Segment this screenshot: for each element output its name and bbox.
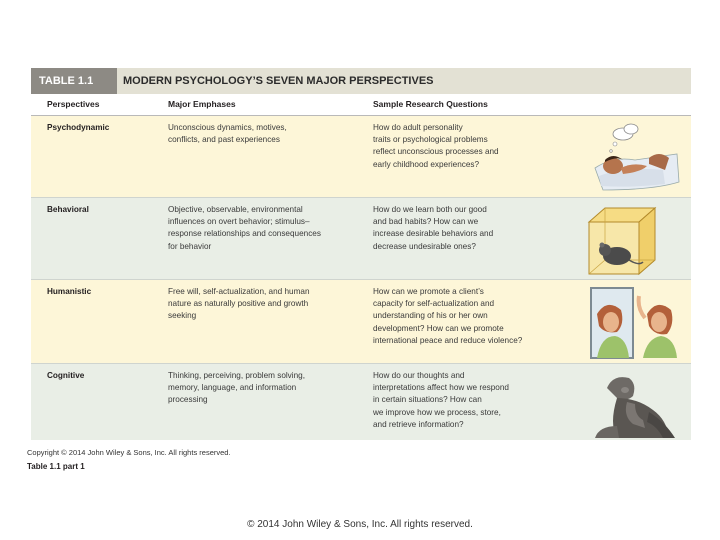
research-questions: How do our thoughts and interpretations affect how we respond in certain situations? How can we improve how we process, store, and retrieve information? (373, 371, 509, 429)
table-row-humanistic (31, 280, 691, 364)
table-header-row (31, 94, 691, 116)
header-perspectives: Perspectives (47, 99, 100, 109)
table-row-psychodynamic (31, 116, 691, 198)
research-questions: How do adult personality traits or psychological problems reflect unconscious processes and early childhood experiences? (373, 123, 499, 169)
table-copyright-notice: Copyright © 2014 John Wiley & Sons, Inc. All rights reserved. (27, 448, 231, 457)
thinker-statue-illustration (587, 368, 679, 440)
rat-in-skinner-box-illustration (583, 204, 659, 276)
major-emphases: Thinking, perceiving, problem solving, memory, language, and information processing (168, 371, 305, 405)
table-number-tag: TABLE 1.1 (31, 68, 117, 94)
slide-footer-copyright: © 2014 John Wiley & Sons, Inc. All rights reserved. (247, 519, 473, 530)
header-major-emphases: Major Emphases (168, 99, 236, 109)
woman-mirror-reflection-illustration (587, 284, 683, 360)
table-row-cognitive (31, 364, 691, 440)
major-emphases: Free will, self-actualization, and human nature as naturally positive and growth seeking (168, 287, 310, 321)
person-sleeping-dreaming-illustration (593, 120, 683, 194)
table-title: MODERN PSYCHOLOGY’S SEVEN MAJOR PERSPECTIVES (123, 75, 434, 87)
perspective-name: Cognitive (47, 371, 85, 380)
perspective-name: Behavioral (47, 205, 89, 214)
major-emphases: Unconscious dynamics, motives, conflicts, and past experiences (168, 123, 287, 145)
research-questions: How do we learn both our good and bad habits? How can we increase desirable behaviors and decrease undesirable ones? (373, 205, 494, 251)
table-part-label: Table 1.1 part 1 (27, 462, 85, 471)
perspective-name: Psychodynamic (47, 123, 110, 132)
table-row-behavioral (31, 198, 691, 280)
major-emphases: Objective, observable, environmental influences on overt behavior; stimulus– response relationships and consequences for behavior (168, 205, 321, 251)
perspective-name: Humanistic (47, 287, 92, 296)
table-title-bar (31, 68, 691, 94)
header-sample-research-questions: Sample Research Questions (373, 99, 488, 109)
research-questions: How can we promote a client’s capacity for self-actualization and understanding of his or her own development? How can we promote international peace and reduce violence? (373, 287, 523, 345)
perspectives-table (31, 68, 691, 440)
